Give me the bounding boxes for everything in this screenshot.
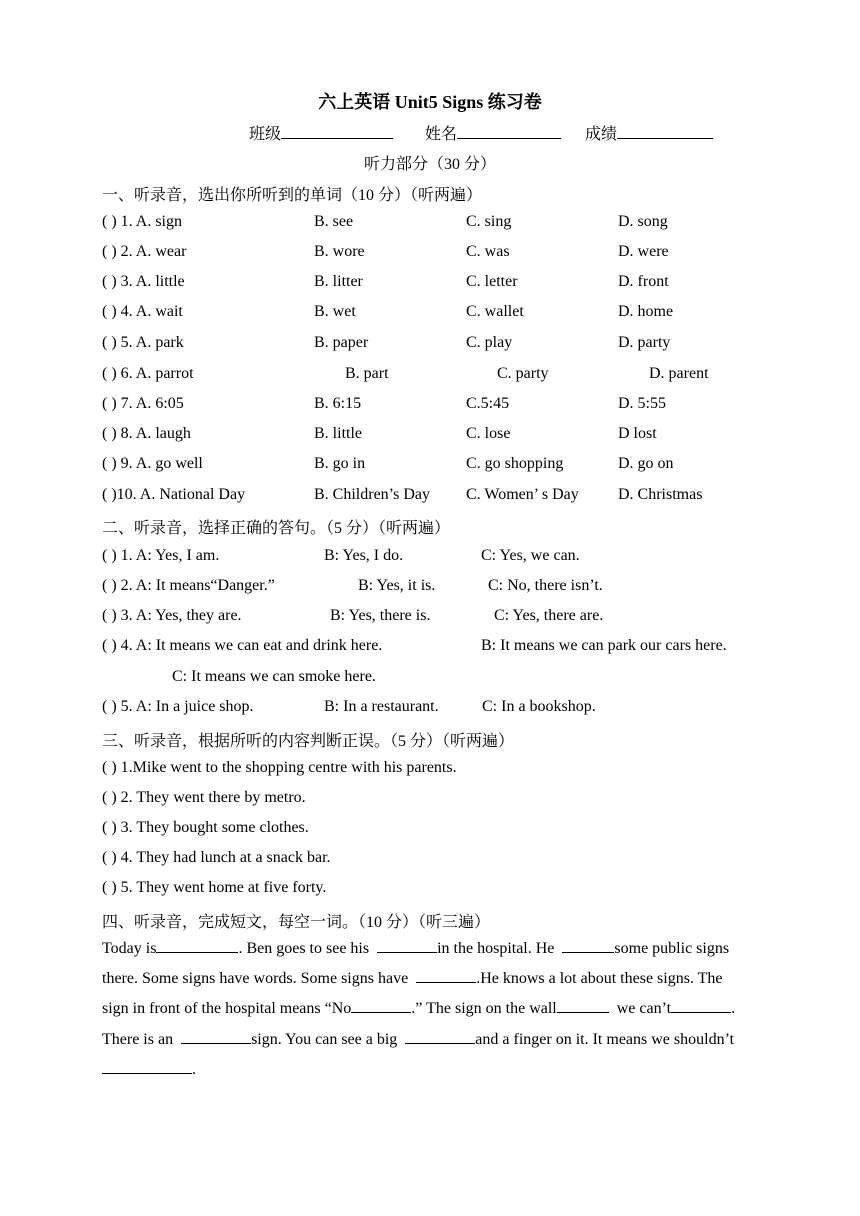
cloze-text: Today is xyxy=(102,940,157,957)
s1-q10-option-a: ( )10. A. National Day xyxy=(102,486,246,503)
s1-q10-option-d: D. Christmas xyxy=(618,486,703,503)
s1-q4-option-b: B. wet xyxy=(314,303,356,320)
cloze-blank-7[interactable] xyxy=(671,997,731,1013)
cloze-blank-5[interactable] xyxy=(351,997,411,1013)
cloze-text: and a finger on it. It means we shouldn’t xyxy=(475,1030,735,1048)
section2-heading: 二、听录音，选择正确的答句。（5 分）（听两遍） xyxy=(102,520,451,537)
s2-q2-option-c: C: No, there isn’t. xyxy=(488,577,603,594)
name-label: 姓名 xyxy=(425,126,458,143)
s2-q5-option-c: C: In a bookshop. xyxy=(482,698,596,715)
s1-q3-option-b: B. litter xyxy=(314,273,363,290)
class-blank[interactable] xyxy=(281,122,393,139)
s2-q1-option-c: C: Yes, we can. xyxy=(481,547,580,564)
s1-q1-option-b: B. see xyxy=(314,213,354,230)
s1-q1-option-c: C. sing xyxy=(466,213,512,230)
cloze-blank-3[interactable] xyxy=(562,937,614,953)
page-title: 六上英语 Unit5 Signs 练习卷 xyxy=(318,92,542,112)
s1-q9-option-d: D. go on xyxy=(618,455,674,472)
s2-q5-option-a: ( ) 5. A: In a juice shop. xyxy=(102,698,254,715)
cloze-blank-2[interactable] xyxy=(377,937,437,953)
s1-q3-option-d: D. front xyxy=(618,273,669,290)
cloze-text: some public signs there. Some signs have words. Some signs have xyxy=(102,940,730,988)
cloze-blank-6[interactable] xyxy=(557,997,609,1013)
s2-q4-option-c: C: It means we can smoke here. xyxy=(172,668,376,685)
s1-q6-option-a: ( ) 6. A. parrot xyxy=(102,365,194,382)
s1-q4-option-c: C. wallet xyxy=(466,303,524,320)
cloze-blank-1[interactable] xyxy=(156,937,238,953)
s1-q2-option-a: ( ) 2. A. wear xyxy=(102,243,187,260)
s1-q9-option-c: C. go shopping xyxy=(466,455,564,472)
cloze-blank-9[interactable] xyxy=(405,1028,475,1044)
s1-q9-option-a: ( ) 9. A. go well xyxy=(102,455,203,472)
s1-q6-option-b: B. part xyxy=(345,365,389,382)
s3-statement-4: ( ) 4. They had lunch at a snack bar. xyxy=(102,849,331,866)
cloze-text: sign. You can see a big xyxy=(251,1030,398,1048)
s1-q8-option-d: D lost xyxy=(618,425,657,442)
s1-q1-option-d: D. song xyxy=(618,213,668,230)
s1-q2-option-d: D. were xyxy=(618,243,669,260)
s1-q5-option-b: B. paper xyxy=(314,334,369,351)
cloze-passage xyxy=(102,934,752,1085)
s1-q9-option-b: B. go in xyxy=(314,455,366,472)
cloze-text: . Ben goes to see his xyxy=(238,940,370,957)
cloze-text: . There is an xyxy=(102,1000,736,1048)
s1-q8-option-a: ( ) 8. A. laugh xyxy=(102,425,191,442)
s2-q1-option-a: ( ) 1. A: Yes, I am. xyxy=(102,547,220,564)
s1-q1-option-a: ( ) 1. A. sign xyxy=(102,213,182,230)
score-blank[interactable] xyxy=(617,122,713,139)
class-label: 班级 xyxy=(249,126,282,143)
s2-q5-option-b: B: In a restaurant. xyxy=(324,698,439,715)
s2-q3-option-a: ( ) 3. A: Yes, they are. xyxy=(102,607,242,624)
cloze-blank-4[interactable] xyxy=(416,967,476,983)
cloze-blank-8[interactable] xyxy=(181,1028,251,1044)
s1-q3-option-c: C. letter xyxy=(466,273,518,290)
listening-subheading: 听力部分（30 分） xyxy=(363,156,496,173)
s1-q6-option-c: C. party xyxy=(497,365,549,382)
s1-q7-option-a: ( ) 7. A. 6:05 xyxy=(102,395,184,412)
s1-q3-option-a: ( ) 3. A. little xyxy=(102,273,185,290)
section1-heading: 一、听录音，选出你所听到的单词（10 分）（听两遍） xyxy=(102,187,483,204)
s1-q5-option-c: C. play xyxy=(466,334,513,351)
cloze-text: we can’t xyxy=(616,1000,672,1018)
s2-q2-option-a: ( ) 2. A: It means“Danger.” xyxy=(102,577,275,594)
s1-q5-option-a: ( ) 5. A. park xyxy=(102,334,184,351)
s1-q8-option-b: B. little xyxy=(314,425,362,442)
s1-q7-option-d: D. 5:55 xyxy=(618,395,666,412)
student-info-line xyxy=(249,121,713,144)
s1-q10-option-b: B. Children’s Day xyxy=(314,486,430,503)
section4-heading: 四、听录音，完成短文，每空一词。（10 分）（听三遍） xyxy=(102,914,491,931)
s1-q4-option-d: D. home xyxy=(618,303,674,320)
s1-q2-option-b: B. wore xyxy=(314,243,365,260)
cloze-text: in the hospital. He xyxy=(437,940,555,957)
section3-heading: 三、听录音，根据所听的内容判断正误。（5 分）（听两遍） xyxy=(102,733,515,750)
s1-q4-option-a: ( ) 4. A. wait xyxy=(102,303,183,320)
s1-q10-option-c: C. Women’ s Day xyxy=(466,486,579,503)
s2-q2-option-b: B: Yes, it is. xyxy=(358,577,436,594)
s1-q7-option-b: B. 6:15 xyxy=(314,395,362,412)
s3-statement-1: ( ) 1.Mike went to the shopping centre with his parents. xyxy=(102,759,457,776)
cloze-text: .He knows a lot about these signs. The sign in front of the hospital means “No xyxy=(102,970,723,1018)
s2-q1-option-b: B: Yes, I do. xyxy=(324,547,404,564)
s1-q2-option-c: C. was xyxy=(466,243,510,260)
s2-q3-option-c: C: Yes, there are. xyxy=(494,607,604,624)
s1-q8-option-c: C. lose xyxy=(466,425,511,442)
cloze-text: . xyxy=(192,1060,196,1078)
s3-statement-5: ( ) 5. They went home at five forty. xyxy=(102,879,327,896)
s1-q6-option-d: D. parent xyxy=(649,365,709,382)
s3-statement-3: ( ) 3. They bought some clothes. xyxy=(102,819,309,836)
cloze-text: .” The sign on the wall xyxy=(411,1000,557,1018)
s1-q5-option-d: D. party xyxy=(618,334,671,351)
cloze-blank-10[interactable] xyxy=(102,1058,192,1074)
s1-q7-option-c: C.5:45 xyxy=(466,395,510,412)
s2-q3-option-b: B: Yes, there is. xyxy=(330,607,431,624)
s3-statement-2: ( ) 2. They went there by metro. xyxy=(102,789,306,806)
name-blank[interactable] xyxy=(457,122,561,139)
s2-q4-option-b: B: It means we can park our cars here. xyxy=(481,637,727,654)
s2-q4-option-a: ( ) 4. A: It means we can eat and drink here. xyxy=(102,637,383,654)
score-label: 成绩 xyxy=(585,126,618,143)
